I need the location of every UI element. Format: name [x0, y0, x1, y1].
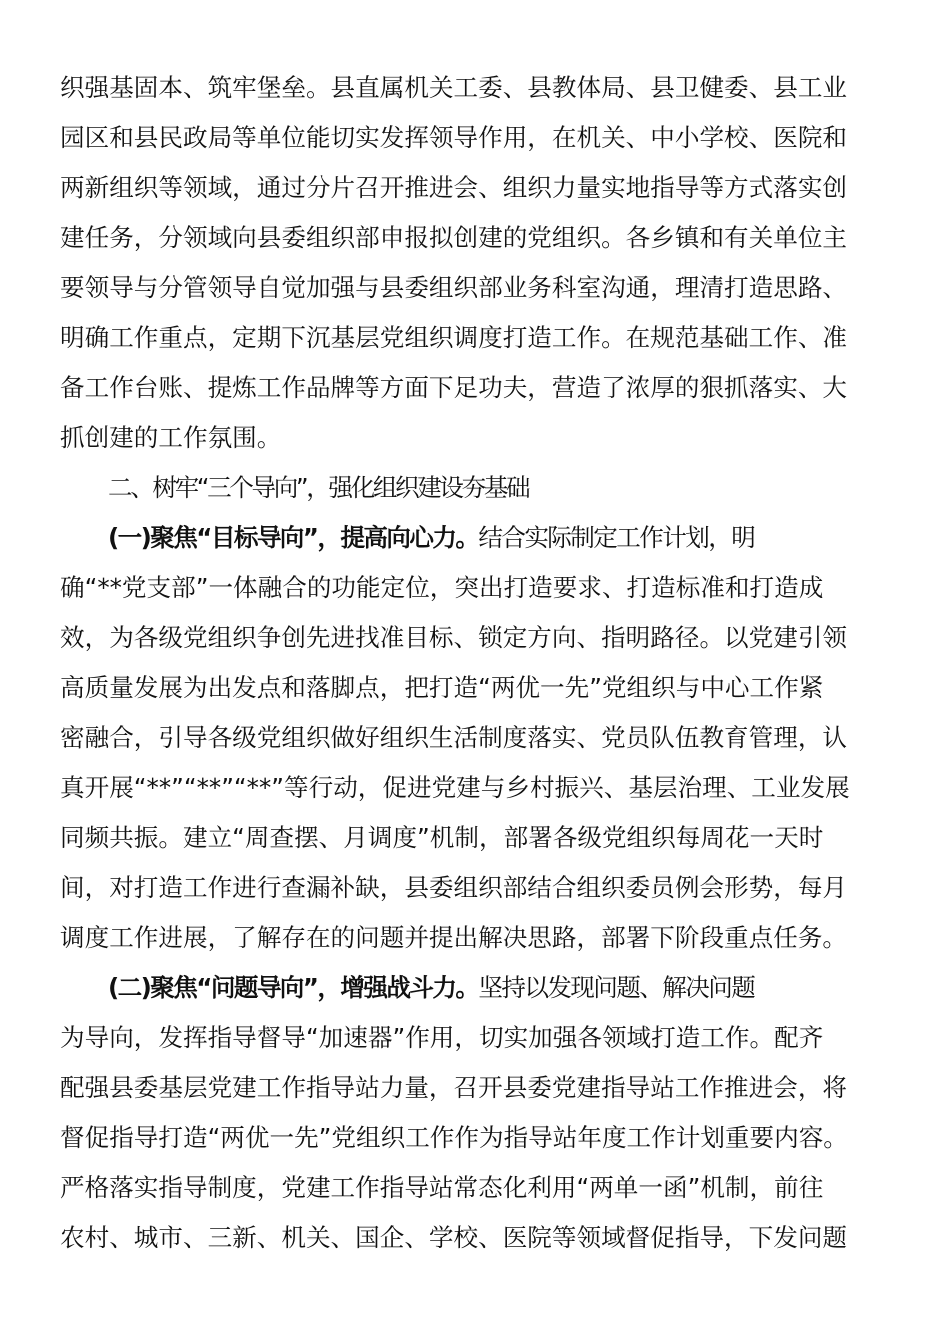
paragraph-line: 要领导与分管领导自觉加强与县委组织部业务科室沟通，理清打造思路、 — [60, 273, 848, 302]
paragraph-line: 间，对打造工作进行查漏补缺，县委组织部结合组织委员例会形势，每月 — [60, 873, 848, 902]
paragraph-line: 严格落实指导制度，党建工作指导站常态化利用“两单一函”机制，前往 — [60, 1173, 824, 1202]
subsection-heading: (一)聚焦“目标导向”，提高向心力。 — [108, 523, 479, 552]
paragraph-line: 同频共振。建立“周查摆、月调度”机制，部署各级党组织每周花一天时 — [60, 823, 824, 852]
paragraph-line: 园区和县民政局等单位能切实发挥领导作用，在机关、中小学校、医院和 — [60, 123, 848, 152]
paragraph-line: 农村、城市、三新、机关、国企、学校、医院等领域督促指导，下发问题 — [60, 1223, 848, 1252]
subsection-heading: (二)聚焦“问题导向”，增强战斗力。 — [108, 973, 479, 1002]
paragraph-line: 高质量发展为出发点和落脚点，把打造“两优一先”党组织与中心工作紧 — [60, 673, 824, 702]
paragraph-line: 两新组织等领域，通过分片召开推进会、组织力量实地指导等方式落实创 — [60, 173, 848, 202]
paragraph-line: 调度工作进展，了解存在的问题并提出解决思路，部署下阶段重点任务。 — [60, 923, 848, 952]
paragraph-line: 建任务，分领域向县委组织部申报拟创建的党组织。各乡镇和有关单位主 — [60, 223, 848, 252]
paragraph-text: 结合实际制定工作计划，明 — [478, 523, 755, 552]
paragraph-line: 明确工作重点，定期下沉基层党组织调度打造工作。在规范基础工作、准 — [60, 323, 848, 352]
subsection-paragraph-first-line — [108, 522, 938, 554]
paragraph-line: 密融合，引导各级党组织做好组织生活制度落实、党员队伍教育管理，认 — [60, 723, 848, 752]
paragraph-line: 备工作台账、提炼工作品牌等方面下足功夫，营造了浓厚的狠抓落实、大 — [60, 373, 848, 402]
paragraph-line: 为导向，发挥指导督导“加速器”作用，切实加强各领域打造工作。配齐 — [60, 1023, 824, 1052]
subsection-paragraph-first-line — [108, 972, 938, 1004]
paragraph-line: 确“**党支部”一体融合的功能定位，突出打造要求、打造标准和打造成 — [60, 573, 824, 602]
paragraph-text: 坚持以发现问题、解决问题 — [478, 973, 755, 1002]
section-heading: 二、树牢“三个导向”，强化组织建设夯基础 — [108, 473, 529, 502]
paragraph-line: 织强基固本、筑牢堡垒。县直属机关工委、县教体局、县卫健委、县工业 — [60, 73, 848, 102]
paragraph-line: 配强县委基层党建工作指导站力量，召开县委党建指导站工作推进会，将 — [60, 1073, 848, 1102]
paragraph-line: 抓创建的工作氛围。 — [60, 423, 282, 452]
paragraph-line: 效，为各级党组织争创先进找准目标、锁定方向、指明路径。以党建引领 — [60, 623, 848, 652]
paragraph-line: 督促指导打造“两优一先”党组织工作作为指导站年度工作计划重要内容。 — [60, 1123, 848, 1152]
paragraph-line: 真开展“**”“**”“**”等行动，促进党建与乡村振兴、基层治理、工业发展 — [60, 773, 850, 802]
